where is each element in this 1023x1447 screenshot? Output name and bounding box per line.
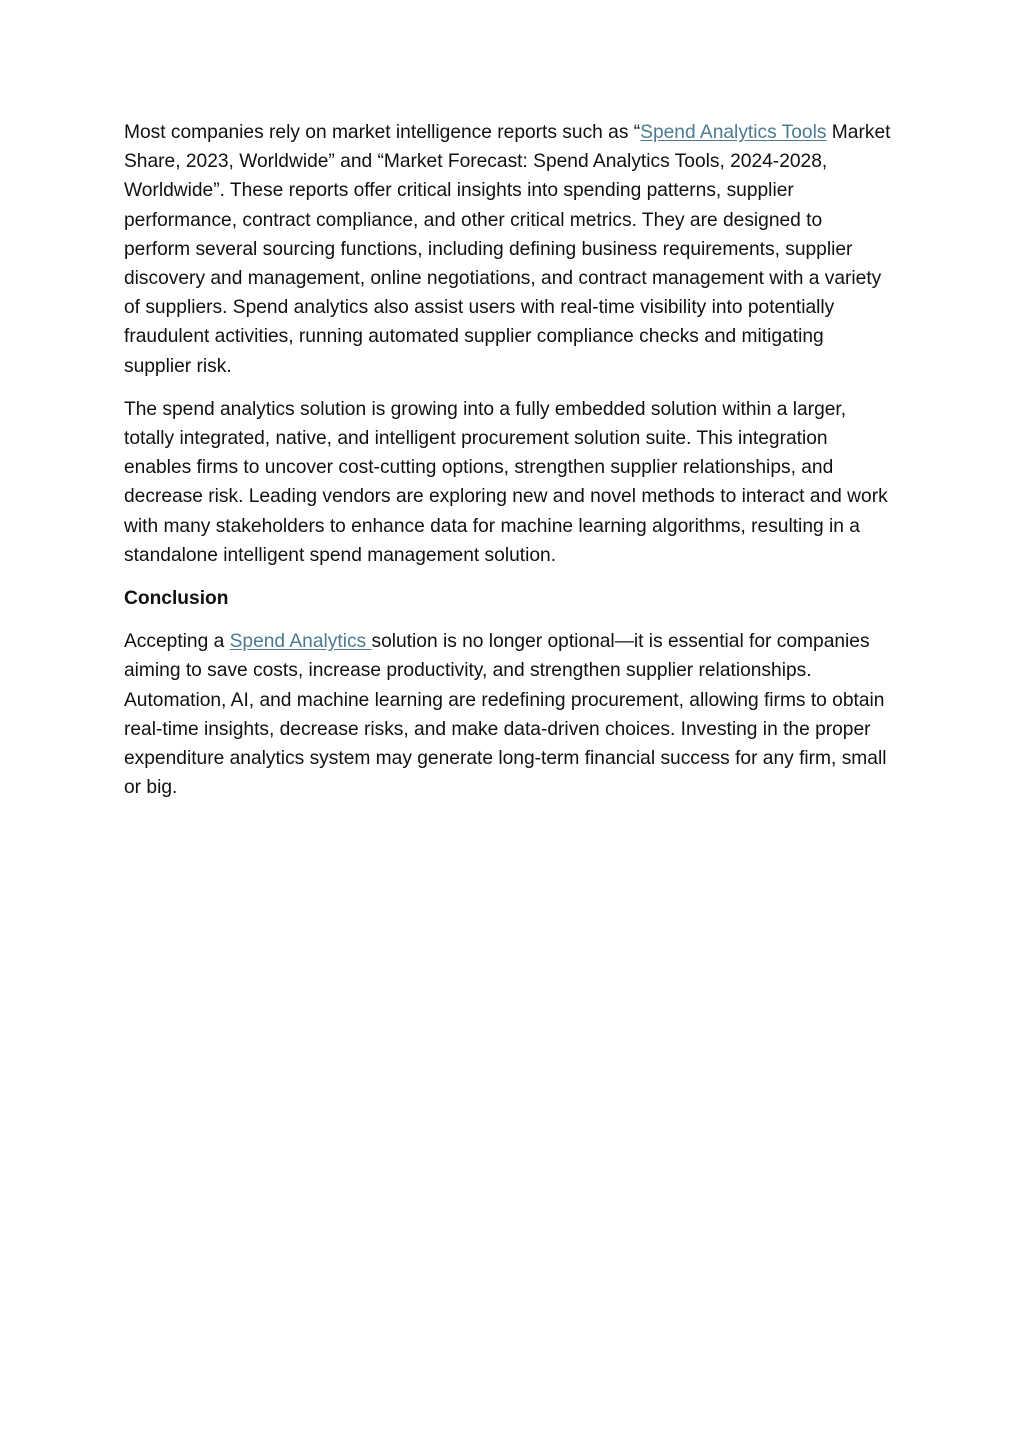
paragraph-conclusion	[124, 627, 892, 802]
spend-analytics-tools-link[interactable]: Spend Analytics Tools	[640, 122, 827, 143]
paragraph-embedded-solution: The spend analytics solution is growing into a fully embedded solution within a larger, totally integrated, native, and intelligent procurement solution suite. This integration enables firms to uncover cost-cutting options, strengthen supplier relationships, and decrease risk. Leading vendors are exploring new and novel methods to interact and work with many stakeholders to enhance data for machine learning algorithms, resulting in a standalone intelligent spend management solution.	[124, 398, 888, 566]
paragraph-conclusion-body: solution is no longer optional—it is essential for companies aiming to save costs, increase productivity, and strengthen supplier relationships. Automation, AI, and machine learning are redefining procurement, allowing firms to obtain real-time insights, decrease risks, and make data-driven choices. Investing in the proper expenditure analytics system may generate long-term financial success for any firm, small or big.	[124, 631, 887, 799]
paragraph-market-reports-body: Market Share, 2023, Worldwide” and “Market Forecast: Spend Analytics Tools, 2024-2028, Worldwide”. These reports offer critical insights into spending patterns, supplier performance, contract compliance, and other critical metrics. They are designed to perform several sourcing functions, including defining business requirements, supplier discovery and management, online negotiations, and contract management with a variety of suppliers. Spend analytics also assist users with real-time visibility into potentially fraudulent activities, running automated supplier compliance checks and mitigating supplier risk.	[124, 122, 891, 377]
paragraph-conclusion-lead: Accepting a	[124, 631, 230, 653]
paragraph-market-reports	[124, 118, 892, 381]
paragraph-market-reports-lead: Most companies rely on market intelligence reports such as “	[124, 122, 641, 143]
document-page	[124, 118, 892, 816]
spend-analytics-link[interactable]: Spend Analytics	[229, 631, 372, 653]
conclusion-heading: Conclusion	[124, 588, 229, 610]
